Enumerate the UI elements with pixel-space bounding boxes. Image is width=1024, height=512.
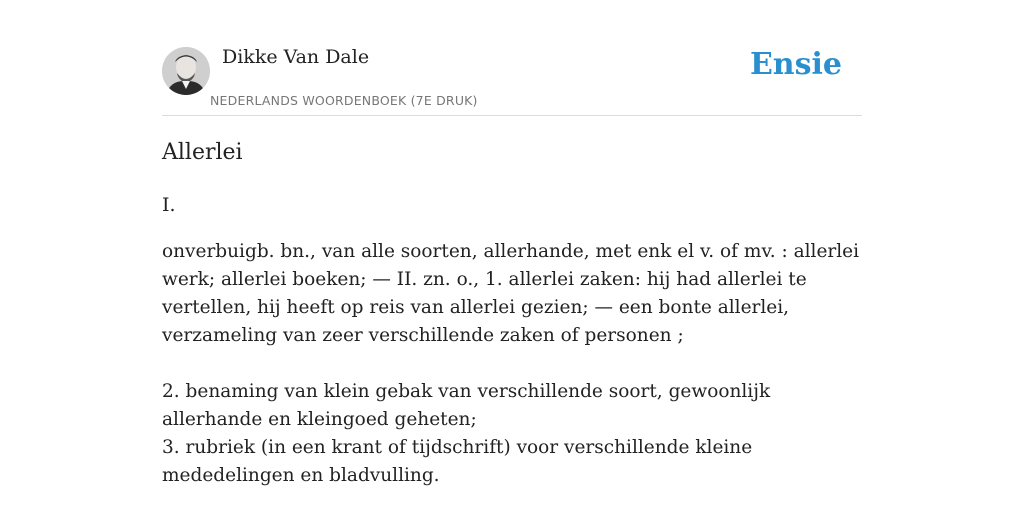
page-content [162,0,862,486]
entry-numeral: I. [162,194,176,216]
definition-paragraph: onverbuigb. bn., van alle soorten, allerhande, met enk el v. of mv. : allerlei werk; allerlei boeken; — II. zn. o., 1. allerlei zaken: hij had allerlei te vertellen, hij heeft op reis van allerlei gezien; — een bonte allerlei, verzameling van zeer verschillende zaken of personen ; [162,241,860,346]
brand-logo[interactable]: Ensie [749,47,842,82]
paragraph-spacer [162,350,867,378]
source-label[interactable]: NEDERLANDS WOORDENBOEK (7E DRUK) [210,93,478,108]
definition-item-3: 3. rubriek (in een krant of tijdschrift) voor verschillende kleine mededelingen en bladvulling. [162,437,753,486]
header [162,0,862,116]
portrait-image [162,47,210,95]
avatar[interactable] [162,47,210,95]
entry-title: Allerlei [162,140,243,165]
definition-item-2: 2. benaming van klein gebak van verschillende soort, gewoonlijk allerhande en kleingoed geheten; [162,381,771,430]
author-name[interactable]: Dikke Van Dale [222,46,370,68]
entry-definition [162,238,867,490]
